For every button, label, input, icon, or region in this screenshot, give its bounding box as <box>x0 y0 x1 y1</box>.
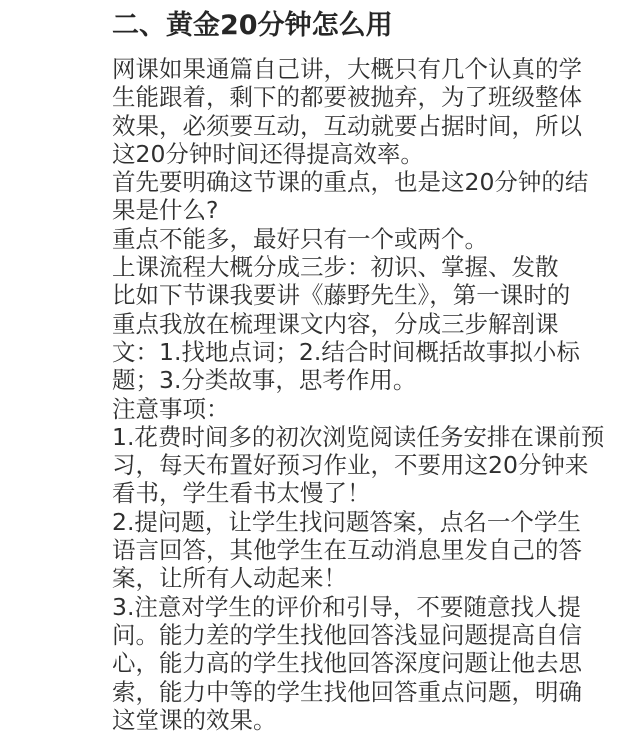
text-line: 题；3.分类故事，思考作用。 <box>112 366 417 395</box>
text-line: 果是什么? <box>112 196 219 225</box>
text-line: 效果，必须要互动，互动就要占据时间，所以 <box>112 111 582 140</box>
text-line: 网课如果通篇自己讲，大概只有几个认真的学 <box>112 55 582 83</box>
text-line: 上课流程大概分成三步：初识、掌握、发散 <box>112 253 559 282</box>
text-line: 索，能力中等的学生找他回答重点问题，明确 <box>112 677 582 706</box>
article-body <box>112 55 605 734</box>
section-heading: 二、黄金20分钟怎么用 <box>112 10 393 41</box>
text-line: 首先要明确这节课的重点，也是这20分钟的结 <box>112 168 589 197</box>
text-line: 习，每天布置好预习作业，不要用这20分钟来 <box>112 451 589 480</box>
text-line: 案，让所有人动起来！ <box>112 564 347 593</box>
text-line: 看书，学生看书太慢了！ <box>112 479 371 508</box>
text-line: 文：1.找地点词；2.结合时间概括故事拟小标 <box>112 337 580 366</box>
text-line: 这20分钟时间还得提高效率。 <box>112 139 424 168</box>
text-line: 心，能力高的学生找他回答深度问题让他去思 <box>112 649 582 678</box>
text-line: 问。能力差的学生找他回答浅显问题提高自信 <box>112 620 582 649</box>
text-line: 语言回答，其他学生在互动消息里发自己的答 <box>112 536 582 565</box>
text-line: 注意事项： <box>112 394 230 423</box>
text-line: 重点我放在梳理课文内容，分成三步解剖课 <box>112 309 559 338</box>
text-line: 比如下节课我要讲《藤野先生》，第一课时的 <box>112 281 571 310</box>
text-line: 生能跟着，剩下的都要被抛弃，为了班级整体 <box>112 83 582 112</box>
text-line: 重点不能多，最好只有一个或两个。 <box>112 224 488 253</box>
text-line: 3.注意对学生的评价和引导，不要随意找人提 <box>112 592 581 621</box>
text-line: 1.花费时间多的初次浏览阅读任务安排在课前预 <box>112 422 605 451</box>
text-line: 这堂课的效果。 <box>112 705 277 734</box>
text-line: 2.提问题，让学生找问题答案，点名一个学生 <box>112 507 581 536</box>
